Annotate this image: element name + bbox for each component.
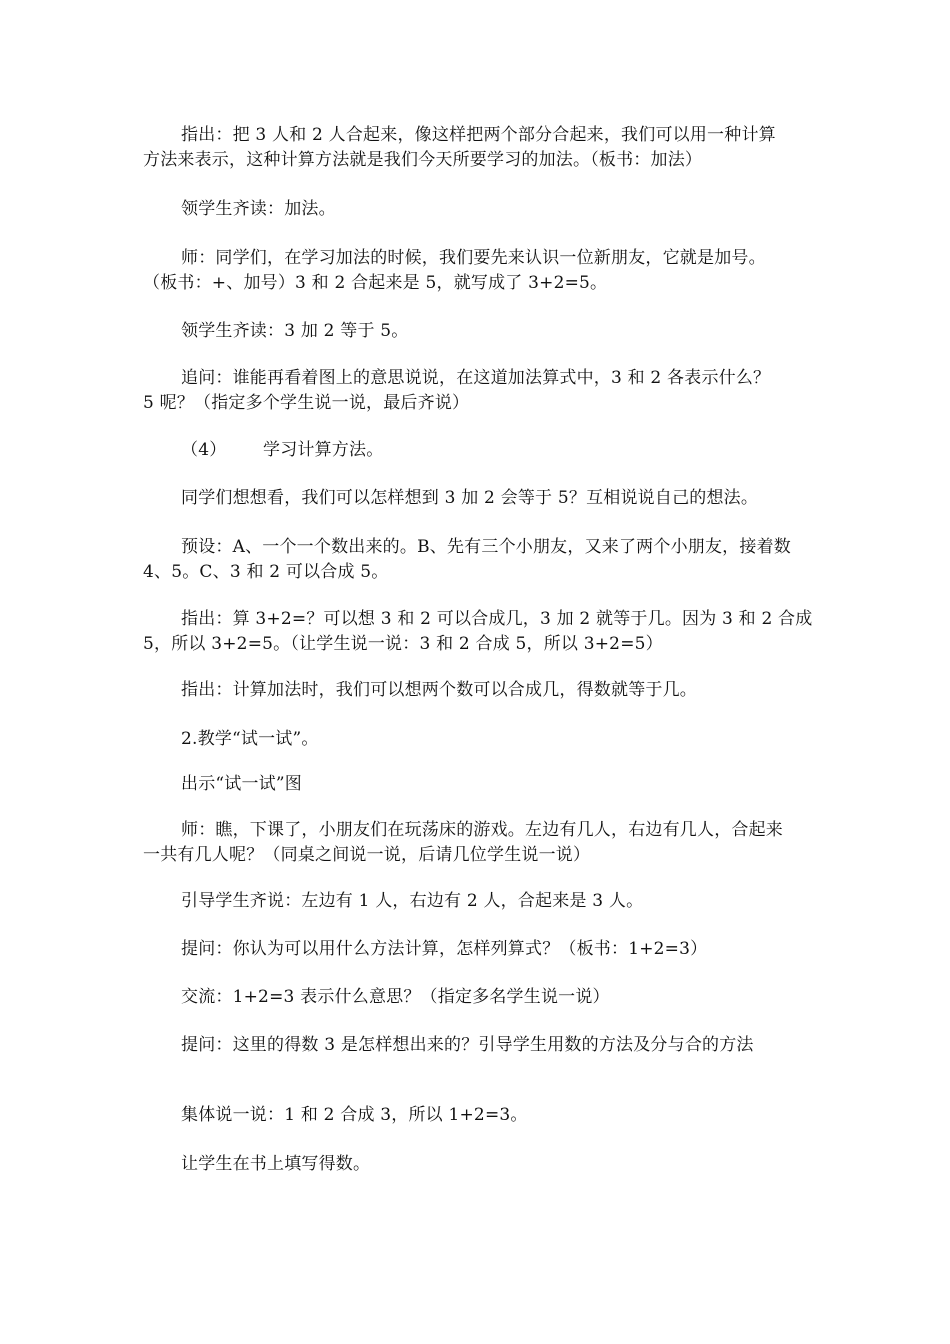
text-line: 出示“试一试”图 [181, 774, 302, 794]
paragraph-follow-up [143, 366, 815, 416]
text-line: 领学生齐读：加法。 [181, 199, 336, 219]
paragraph-swing-game [143, 818, 815, 868]
paragraph-group-say [143, 1103, 815, 1128]
paragraph-think [143, 486, 815, 511]
text-line: 领学生齐读：3 加 2 等于 5。 [181, 321, 409, 341]
paragraph-rule [143, 678, 815, 703]
paragraph-fill-answer [143, 1152, 815, 1177]
paragraph-try-heading [143, 727, 815, 752]
text-line: 提问：这里的得数 3 是怎样想出来的？引导学生用数的方法及分与合的方法 [181, 1035, 754, 1055]
text-line: 师：同学们，在学习加法的时候，我们要先来认识一位新朋友，它就是加号。 [181, 248, 766, 268]
text-line: 一共有几人呢？（同桌之间说一说，后请几位学生说一说） [143, 845, 591, 865]
paragraph-read-addition [143, 197, 815, 222]
paragraph-exchange [143, 985, 815, 1010]
text-line: 同学们想想看，我们可以怎样想到 3 加 2 会等于 5？互相说说自己的想法。 [181, 488, 759, 508]
paragraph-presets [143, 535, 815, 585]
text-line [143, 438, 815, 463]
paragraph-show-figure [143, 772, 815, 797]
text-line: 预设：A、一个一个数出来的。B、先有三个小朋友，又来了两个小朋友，接着数 [181, 537, 791, 557]
paragraph-ask-result [143, 1033, 815, 1058]
section-number: （4） [181, 440, 227, 460]
text-line: 2.教学“试一试”。 [181, 729, 319, 749]
section-title: 学习计算方法。 [263, 440, 384, 460]
text-line: 方法来表示，这种计算方法就是我们今天所要学习的加法。（板书：加法） [143, 150, 703, 170]
text-line: 指出：计算加法时，我们可以想两个数可以合成几，得数就等于几。 [181, 680, 697, 700]
paragraph-ask-method [143, 937, 815, 962]
text-line: 引导学生齐说：左边有 1 人，右边有 2 人，合起来是 3 人。 [181, 891, 644, 911]
text-line: 指出：把 3 人和 2 人合起来，像这样把两个部分合起来，我们可以用一种计算 [181, 125, 776, 145]
text-line: （板书：+、加号）3 和 2 合起来是 5，就写成了 3+2=5。 [143, 273, 608, 293]
text-line: 让学生在书上填写得数。 [181, 1154, 371, 1174]
text-line: 提问：你认为可以用什么方法计算，怎样列算式？（板书：1+2=3） [181, 939, 708, 959]
text-line: 指出：算 3+2=？可以想 3 和 2 可以合成几，3 加 2 就等于几。因为 3 和 2 合成 [181, 609, 813, 629]
paragraph-compute [143, 607, 815, 657]
text-line: 集体说一说：1 和 2 合成 3，所以 1+2=3。 [181, 1105, 528, 1125]
text-line: 师：瞧，下课了，小朋友们在玩荡床的游戏。左边有几人，右边有几人，合起来 [181, 820, 783, 840]
text-line: 追问：谁能再看着图上的意思说说，在这道加法算式中，3 和 2 各表示什么？ [181, 368, 771, 388]
section-heading-method [143, 438, 815, 463]
text-line: 4、5。C、3 和 2 可以合成 5。 [143, 562, 389, 582]
paragraph-intro-addition [143, 123, 815, 173]
text-line: 交流：1+2=3 表示什么意思？（指定多名学生说一说） [181, 987, 610, 1007]
paragraph-plus-sign [143, 246, 815, 296]
text-line: 5 呢？（指定多个学生说一说，最后齐说） [143, 393, 470, 413]
paragraph-guide-say [143, 889, 815, 914]
text-line: 5，所以 3+2=5。（让学生说一说：3 和 2 合成 5，所以 3+2=5） [143, 634, 663, 654]
paragraph-read-equation [143, 319, 815, 344]
